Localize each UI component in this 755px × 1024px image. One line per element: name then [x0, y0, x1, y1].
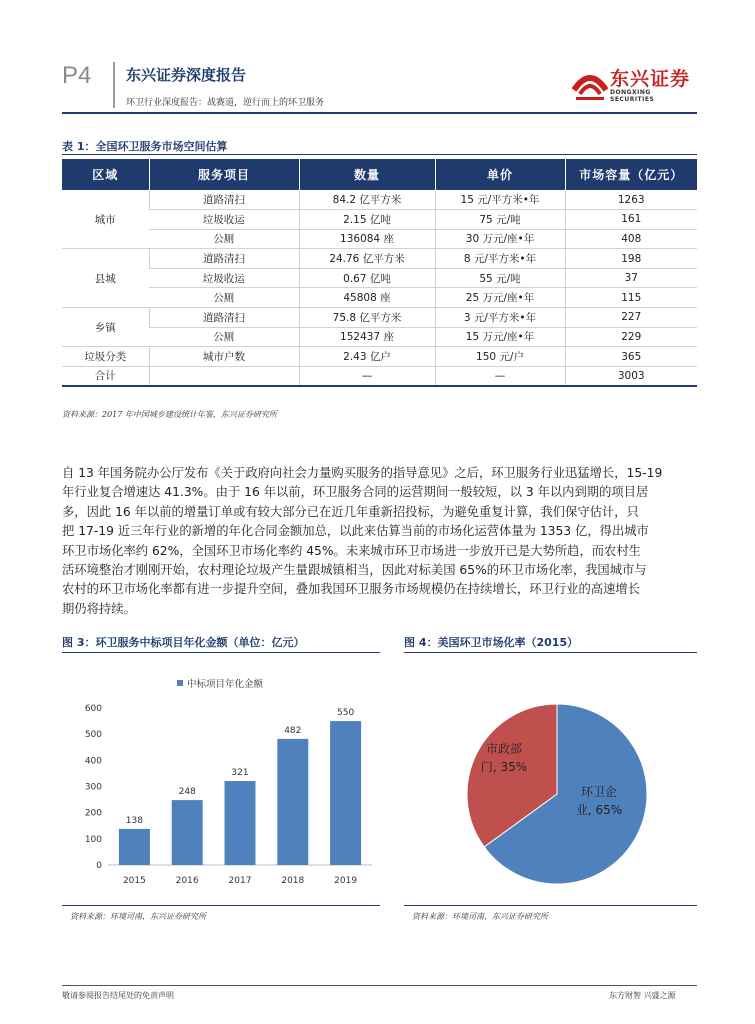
bar-value-label: 321 [231, 768, 249, 779]
cap-cell: 408 [565, 229, 697, 249]
paragraph-line: 把 17-19 近三年行业的新增的年化合同金额加总，以此来估算当前的市场化运营体量为 1353 亿，得出城市 [62, 524, 649, 539]
qty-cell: 136084 座 [299, 229, 435, 249]
table-header-row [62, 159, 697, 190]
logo-text: 东兴证券 [610, 68, 691, 90]
table-caption: 表 1：全国环卫服务市场空间估算 [62, 140, 228, 153]
service-cell [149, 366, 299, 386]
report-title: 东兴证券深度报告 [126, 66, 247, 84]
figure4-bottom-rule [404, 905, 697, 906]
y-tick-label: 0 [96, 861, 102, 871]
logo-english: DONGXING SECURITIES [610, 89, 655, 103]
col-header: 数量 [299, 159, 435, 190]
y-tick-label: 600 [84, 704, 102, 714]
cap-cell: 198 [565, 249, 697, 269]
table-row [62, 327, 697, 347]
figure4-top-rule [404, 652, 697, 653]
qty-cell: — [299, 366, 435, 386]
qty-cell: 152437 座 [299, 327, 435, 347]
figure3-bar-chart [62, 662, 380, 902]
price-cell: 15 万元/座•年 [435, 327, 565, 347]
cap-cell: 161 [565, 210, 697, 230]
region-cell: 乡镇 [62, 308, 149, 347]
price-cell: 15 元/平方米•年 [435, 190, 565, 210]
figure4-caption: 图 4：美国环卫市场化率（2015） [404, 636, 579, 649]
figure3-source: 资料来源：环境司南，东兴证券研究所 [70, 912, 206, 921]
region-cell: 合计 [62, 366, 149, 386]
bar [225, 781, 256, 865]
qty-cell: 2.43 亿户 [299, 347, 435, 367]
qty-cell: 2.15 亿吨 [299, 210, 435, 230]
table-row [62, 288, 697, 308]
service-cell: 公厕 [149, 229, 299, 249]
region-cell: 垃圾分类 [62, 347, 149, 367]
footer-rule [62, 985, 697, 986]
service-cell: 道路清扫 [149, 190, 299, 210]
table-row [62, 190, 697, 210]
y-tick-label: 500 [84, 730, 102, 741]
price-cell: 3 元/平方米•年 [435, 308, 565, 328]
service-cell: 垃圾收运 [149, 268, 299, 288]
col-header: 区域 [62, 159, 149, 190]
bar [277, 739, 308, 865]
table-source: 资料来源：2017 年中国城乡建设统计年鉴，东兴证券研究所 [62, 410, 277, 419]
cap-cell: 3003 [565, 366, 697, 386]
price-cell: 8 元/平方米•年 [435, 249, 565, 269]
qty-cell: 0.67 亿吨 [299, 268, 435, 288]
table-row [62, 249, 697, 269]
pie-label: 环卫企 [580, 785, 618, 799]
y-tick-label: 300 [84, 782, 102, 793]
table-row [62, 308, 697, 328]
table-total-row [62, 366, 697, 386]
bar-value-label: 482 [284, 725, 302, 736]
table-row [62, 229, 697, 249]
service-cell: 公厕 [149, 288, 299, 308]
region-cell: 县城 [62, 249, 149, 308]
logo-mark-icon [572, 64, 608, 102]
y-tick-label: 400 [84, 756, 102, 767]
header-rule [62, 112, 697, 114]
cap-cell: 37 [565, 268, 697, 288]
x-tick-label: 2019 [334, 876, 358, 886]
service-cell: 道路清扫 [149, 249, 299, 269]
report-subtitle: 环卫行业深度报告：战赛道，逆行而上的环卫服务 [126, 98, 325, 108]
footer-disclaimer: 敬请参阅报告结尾处的免责声明 [62, 991, 174, 1000]
cap-cell: 1263 [565, 190, 697, 210]
company-logo [572, 64, 697, 104]
paragraph-line: 年行业复合增速达 41.3%。由于 16 年以前，环卫服务合同的运营期间一般较短，以 3 年以内到期的项目居 [62, 485, 649, 500]
price-cell: 30 万元/座•年 [435, 229, 565, 249]
paragraph-line: 农村的环卫市场化率都有进一步提升空间，叠加我国环卫服务市场规模仍在持续增长，环卫行业的高速增长 [62, 582, 640, 597]
footer-slogan: 东方财智 兴盛之源 [609, 991, 676, 1000]
pie-label: 业, 65% [575, 803, 623, 817]
cap-cell: 229 [565, 327, 697, 347]
pie-label: 市政部 [485, 742, 523, 756]
bar [119, 829, 150, 865]
header-divider [113, 62, 115, 108]
pie-label: 门, 35% [480, 760, 528, 774]
price-cell: 25 万元/座•年 [435, 288, 565, 308]
col-header: 市场容量（亿元） [565, 159, 697, 190]
qty-cell: 24.76 亿平方米 [299, 249, 435, 269]
paragraph-line: 期仍将持续。 [62, 601, 136, 616]
bar-value-label: 138 [125, 815, 143, 826]
figure3-top-rule [62, 652, 380, 653]
qty-cell: 45808 座 [299, 288, 435, 308]
service-cell: 城市户数 [149, 347, 299, 367]
page-number: P4 [62, 62, 92, 89]
y-tick-label: 200 [84, 808, 102, 819]
x-tick-label: 2017 [228, 876, 252, 886]
service-cell: 公厕 [149, 327, 299, 347]
service-cell: 垃圾收运 [149, 210, 299, 230]
x-tick-label: 2016 [175, 876, 199, 886]
table-row [62, 268, 697, 288]
price-cell: 55 元/吨 [435, 268, 565, 288]
figure3-bottom-rule [62, 905, 380, 906]
y-tick-label: 100 [84, 834, 102, 845]
bar [172, 800, 203, 865]
paragraph-line: 自 13 年国务院办公厅发布《关于政府向社会力量购买服务的指导意见》之后，环卫服务行业迅猛增长，15-19 [62, 466, 663, 480]
legend-swatch [177, 680, 183, 686]
col-header: 单价 [435, 159, 565, 190]
market-size-table [62, 159, 697, 387]
paragraph-line: 活环境整治才刚刚开始，农村理论垃圾产生量跟城镇相当，因此对标美国 65%的环卫市场化率，我国城市与 [62, 563, 647, 578]
bar-value-label: 248 [178, 787, 196, 798]
col-header: 服务项目 [149, 159, 299, 190]
qty-cell: 84.2 亿平方米 [299, 190, 435, 210]
x-tick-label: 2018 [281, 876, 305, 886]
price-cell: — [435, 366, 565, 386]
bar [330, 721, 361, 865]
bar-value-label: 550 [337, 708, 355, 719]
figure4-pie-chart [404, 662, 697, 902]
price-cell: 150 元/户 [435, 347, 565, 367]
qty-cell: 75.8 亿平方米 [299, 308, 435, 328]
x-tick-label: 2015 [122, 876, 146, 886]
price-cell: 75 元/吨 [435, 210, 565, 230]
service-cell: 道路清扫 [149, 308, 299, 328]
table-row [62, 347, 697, 367]
figure3-caption: 图 3：环卫服务中标项目年化金额（单位：亿元） [62, 636, 305, 649]
paragraph-line: 环卫市场化率约 62%，全国环卫市场化率约 45%。未来城市环卫市场进一步放开已是大势所趋，而农村生 [62, 543, 641, 558]
table-row [62, 210, 697, 230]
cap-cell: 115 [565, 288, 697, 308]
figure4-source: 资料来源：环境司南，东兴证券研究所 [412, 912, 548, 921]
region-cell: 城市 [62, 190, 149, 249]
cap-cell: 227 [565, 308, 697, 328]
cap-cell: 365 [565, 347, 697, 367]
table-caption-rule [62, 154, 697, 155]
body-paragraph [62, 464, 697, 619]
paragraph-line: 多，因此 16 年以前的增量订单或有较大部分已在近几年重新招投标，为避免重复计算，我们保守估计，只 [62, 504, 639, 519]
legend-label: 中标项目年化金额 [187, 679, 264, 690]
